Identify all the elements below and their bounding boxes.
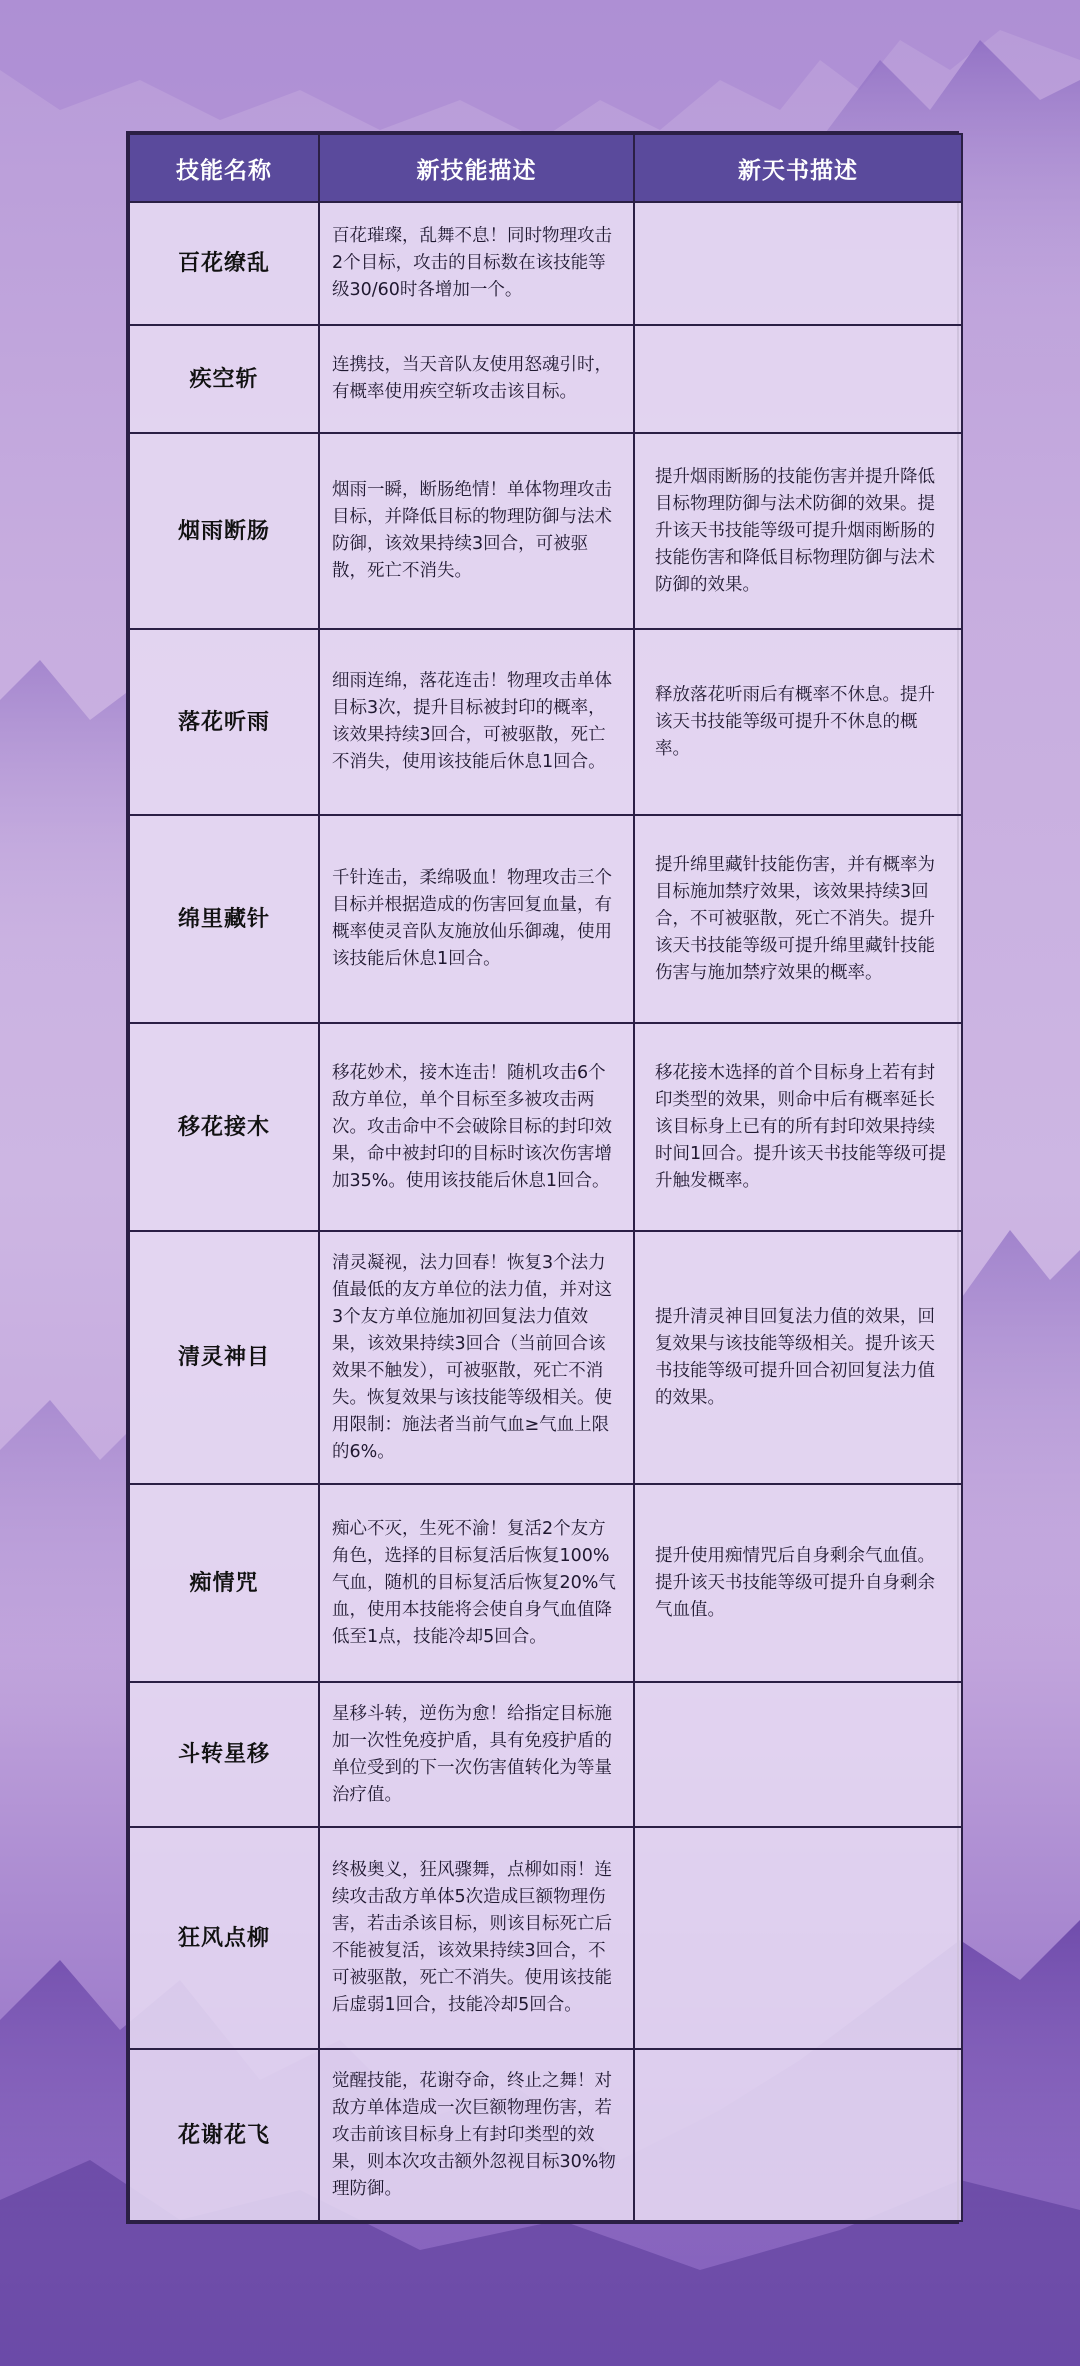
skill-name: 疾空斩 [129,325,319,433]
skill-desc: 终极奥义，狂风骤舞，点柳如雨！连续攻击敌方单体5次造成巨额物理伤害，若击杀该目标，则该目标死亡后不能被复活，该效果持续3回合，不可被驱散，死亡不消失。使用该技能后虚弱1回合，技能冷却5回合。 [319,1827,634,2049]
skill-desc: 痴心不灭，生死不渝！复活2个友方角色，选择的目标复活后恢复100%气血，随机的目标复活后恢复20%气血，使用本技能将会使自身气血值降低至1点，技能冷却5回合。 [319,1484,634,1682]
table-header-row [129,134,962,202]
skill-name: 移花接木 [129,1023,319,1231]
skill-name: 百花缭乱 [129,202,319,325]
table-row [129,433,962,629]
tianshu-desc: 提升清灵神目回复法力值的效果，回复效果与该技能等级相关。提升该天书技能等级可提升回合初回复法力值的效果。 [634,1231,962,1484]
skill-name: 烟雨断肠 [129,433,319,629]
tianshu-desc [634,1682,962,1827]
tianshu-desc [634,325,962,433]
table-row [129,325,962,433]
skill-desc: 清灵凝视，法力回春！恢复3个法力值最低的友方单位的法力值，并对这3个友方单位施加初回复法力值效果，该效果持续3回合（当前回合该效果不触发），可被驱散，死亡不消失。恢复效果与该技能等级相关。使用限制：施法者当前气血≥气血上限的6%。 [319,1231,634,1484]
skill-name: 绵里藏针 [129,815,319,1023]
tianshu-desc [634,2049,962,2221]
table-row [129,1231,962,1484]
skill-desc: 星移斗转，逆伤为愈！给指定目标施加一次性免疫护盾，具有免疫护盾的单位受到的下一次伤害值转化为等量治疗值。 [319,1682,634,1827]
header-new-skill-desc: 新技能描述 [319,134,634,202]
tianshu-desc [634,1827,962,2049]
table-row [129,629,962,815]
table-row [129,1827,962,2049]
skill-desc: 移花妙术，接木连击！随机攻击6个敌方单位，单个目标至多被攻击两次。攻击命中不会破除目标的封印效果，命中被封印的目标时该次伤害增加35%。使用该技能后休息1回合。 [319,1023,634,1231]
table-row [129,1682,962,1827]
skill-desc: 千针连击，柔绵吸血！物理攻击三个目标并根据造成的伤害回复血量，有概率使灵音队友施放仙乐御魂，使用该技能后休息1回合。 [319,815,634,1023]
tianshu-desc: 移花接木选择的首个目标身上若有封印类型的效果，则命中后有概率延长该目标身上已有的所有封印效果持续时间1回合。提升该天书技能等级可提升触发概率。 [634,1023,962,1231]
skill-name: 斗转星移 [129,1682,319,1827]
table-row [129,2049,962,2221]
skill-name: 落花听雨 [129,629,319,815]
table-row [129,1484,962,1682]
skill-desc: 细雨连绵，落花连击！物理攻击单体目标3次，提升目标被封印的概率，该效果持续3回合，可被驱散，死亡不消失，使用该技能后休息1回合。 [319,629,634,815]
skill-name: 痴情咒 [129,1484,319,1682]
skill-name: 狂风点柳 [129,1827,319,2049]
tianshu-desc: 提升烟雨断肠的技能伤害并提升降低目标物理防御与法术防御的效果。提升该天书技能等级可提升烟雨断肠的技能伤害和降低目标物理防御与法术防御的效果。 [634,433,962,629]
skill-name: 清灵神目 [129,1231,319,1484]
skill-name: 花谢花飞 [129,2049,319,2221]
tianshu-desc: 释放落花听雨后有概率不休息。提升该天书技能等级可提升不休息的概率。 [634,629,962,815]
skill-desc: 觉醒技能，花谢夺命，终止之舞！对敌方单体造成一次巨额物理伤害，若攻击前该目标身上有封印类型的效果，则本次攻击额外忽视目标30%物理防御。 [319,2049,634,2221]
table-row [129,815,962,1023]
table-row [129,1023,962,1231]
table-row [129,202,962,325]
skill-desc: 烟雨一瞬，断肠绝情！单体物理攻击目标，并降低目标的物理防御与法术防御，该效果持续3回合，可被驱散，死亡不消失。 [319,433,634,629]
tianshu-desc [634,202,962,325]
skills-table [126,131,959,2224]
skill-desc: 百花璀璨，乱舞不息！同时物理攻击2个目标，攻击的目标数在该技能等级30/60时各增加一个。 [319,202,634,325]
header-new-tianshu-desc: 新天书描述 [634,134,962,202]
header-skill-name: 技能名称 [129,134,319,202]
tianshu-desc: 提升使用痴情咒后自身剩余气血值。提升该天书技能等级可提升自身剩余气血值。 [634,1484,962,1682]
skill-desc: 连携技，当天音队友使用怒魂引时，有概率使用疾空斩攻击该目标。 [319,325,634,433]
tianshu-desc: 提升绵里藏针技能伤害，并有概率为目标施加禁疗效果，该效果持续3回合，不可被驱散，死亡不消失。提升该天书技能等级可提升绵里藏针技能伤害与施加禁疗效果的概率。 [634,815,962,1023]
